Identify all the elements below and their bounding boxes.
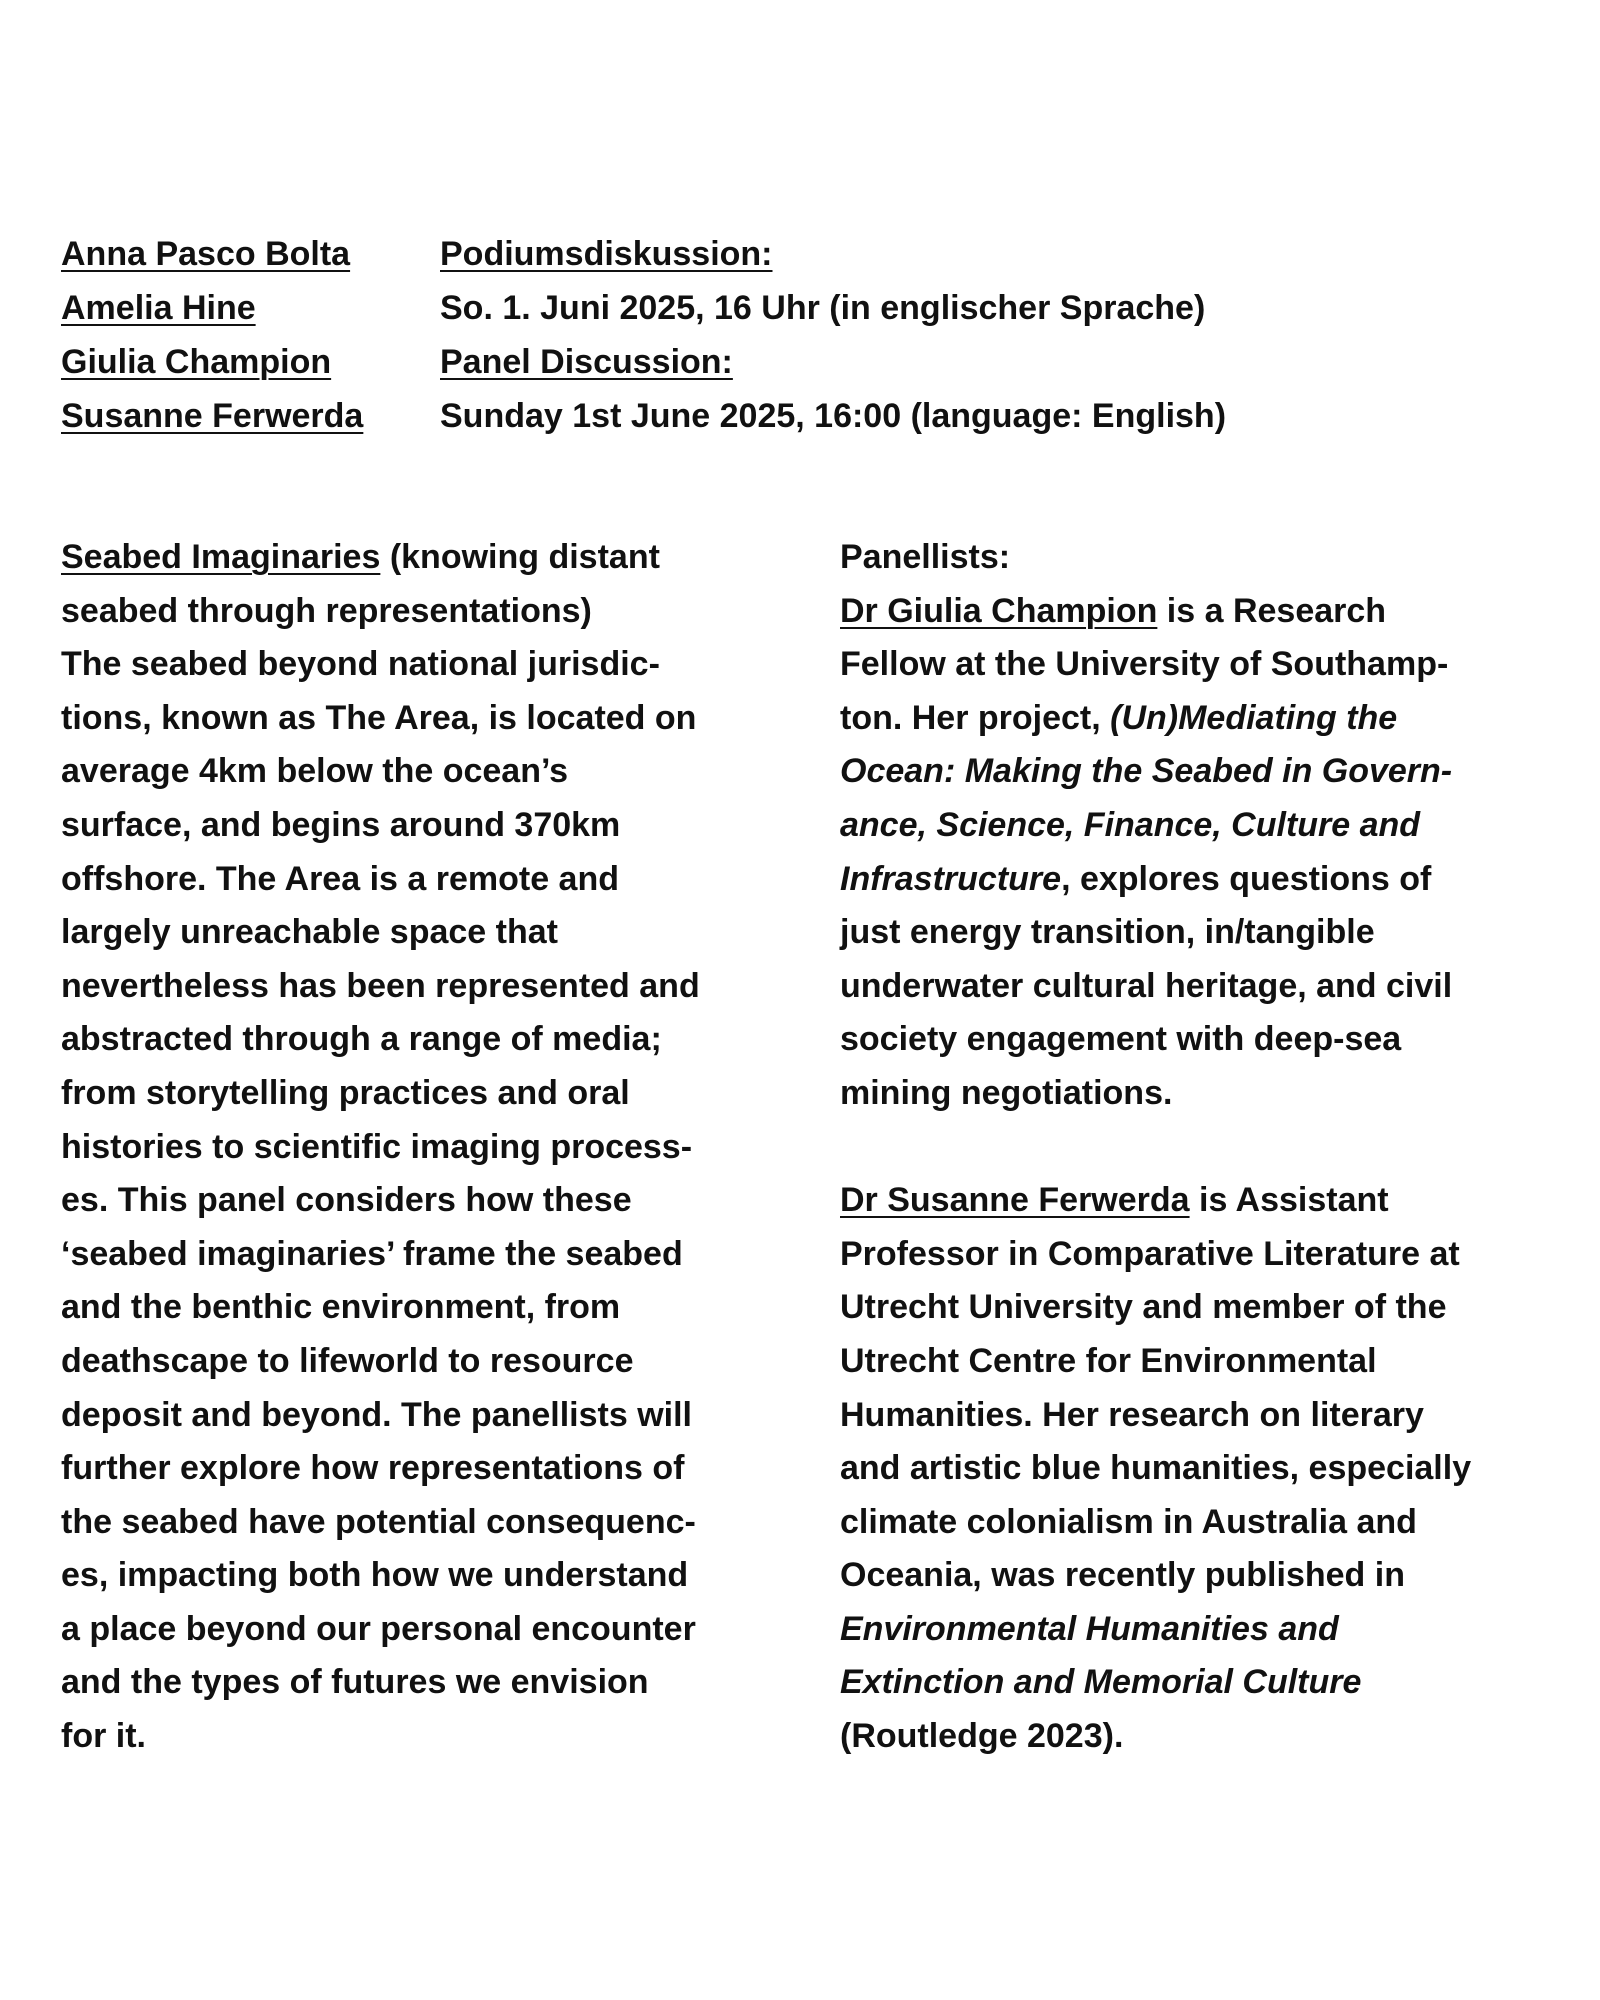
speaker-name: Amelia Hine xyxy=(61,289,256,327)
text-line: offshore. The Area is a remote and xyxy=(61,859,619,898)
panellists-heading: Panellists: xyxy=(840,538,1011,576)
text-line: further explore how representations of xyxy=(61,1449,685,1488)
book-title: Environmental Humanities and xyxy=(840,1609,1339,1648)
text-line: deposit and beyond. The panellists will xyxy=(61,1395,692,1434)
text-line: seabed through representations) xyxy=(61,591,592,630)
text-line: Oceania, was recently published in xyxy=(840,1556,1405,1595)
text-line: histories to scientific imaging process- xyxy=(61,1127,693,1166)
speaker-names xyxy=(61,227,363,443)
text-line: Utrecht University and member of the xyxy=(840,1288,1447,1327)
text-line: just energy transition, in/tangible xyxy=(840,913,1375,952)
project-title: Ocean: Making the Seabed in Govern- xyxy=(840,752,1453,791)
text-line: (Routledge 2023). xyxy=(840,1717,1124,1756)
panellist-name-ferwerda: Dr Susanne Ferwerda xyxy=(840,1181,1190,1220)
text-line: and the benthic environment, from xyxy=(61,1288,621,1327)
text-line: ‘seabed imaginaries’ frame the seabed xyxy=(61,1234,683,1273)
text-line: surface, and begins around 370km xyxy=(61,805,621,844)
speaker-name: Giulia Champion xyxy=(61,343,332,381)
schedule-date-en: Sunday 1st June 2025, 16:00 (language: English) xyxy=(440,397,1227,435)
text-line: underwater cultural heritage, and civil xyxy=(840,966,1453,1005)
text-line: es, impacting both how we understand xyxy=(61,1556,689,1595)
text-line: Professor in Comparative Literature at xyxy=(840,1234,1460,1273)
text-line: nevertheless has been represented and xyxy=(61,966,700,1005)
description-column: Seabed Imaginaries (knowing distant seabed through representations) The seabed beyond national jurisdic- tions, known as The Area, is located on average 4km below the ocean’s surface, and begins around 370km offshore. The Area is a remote and largely unreachable space that nevertheless has been represented and abstracted through a range of media; from storytelling practices and oral histories to scientific imaging process- es. This panel considers how these ‘seabed imaginaries’ frame the seabed and the benthic environment, from deathscape to lifeworld to resource deposit and beyond. The panellists will further explore how representations of the seabed have potential consequenc- es, impacting both how we understand a place beyond our personal encounter and the types of futures we envision for it. xyxy=(61,531,791,1764)
panellist-name-champion: Dr Giulia Champion xyxy=(840,591,1158,630)
schedule-label-de: Podiumsdiskussion: xyxy=(440,235,773,273)
paragraph-gap xyxy=(840,1121,1580,1175)
event-schedule xyxy=(440,227,1226,443)
panellists-column: Panellists: Dr Giulia Champion is a Research Fellow at the University of Southamp- ton. Her project, (Un)Mediating the Ocean: Making the Seabed in Govern- ance, Science, Finance, Culture and Infrastructure, explores questions of just energy transition, in/tangible underwater cultural heritage, and civil society engagement with deep-sea mining negotiations. Dr Susanne Ferwerda is Assistant Professor in Comparative Literature at Utrecht University and member of the Utrecht Centre for Environmental Humanities. Her research on literary and artistic blue humanities, especially climate colonialism in Australia and Oceania, was recently published in Environmental Humanities and Extinction and Memorial Culture (Routledge 2023). xyxy=(840,531,1580,1764)
project-title: Infrastructure xyxy=(840,859,1062,898)
text-line: mining negotiations. xyxy=(840,1073,1173,1112)
text-line: The seabed beyond national jurisdic- xyxy=(61,645,660,684)
project-title: (Un)Mediating the xyxy=(1110,698,1398,737)
panel-title: Seabed Imaginaries xyxy=(61,538,381,576)
text-line: Utrecht Centre for Environmental xyxy=(840,1341,1377,1380)
text-line: Humanities. Her research on literary xyxy=(840,1395,1424,1434)
project-title: ance, Science, Finance, Culture and xyxy=(840,805,1421,844)
text-line: and artistic blue humanities, especially xyxy=(840,1449,1472,1488)
text-line: largely unreachable space that xyxy=(61,913,558,952)
speaker-name: Anna Pasco Bolta xyxy=(61,235,351,273)
text-line: deathscape to lifeworld to resource xyxy=(61,1341,634,1380)
text-line: abstracted through a range of media; xyxy=(61,1020,662,1059)
book-title: Extinction and Memorial Culture xyxy=(840,1663,1362,1702)
text-line: society engagement with deep-sea xyxy=(840,1020,1402,1059)
text-line: climate colonialism in Australia and xyxy=(840,1502,1417,1541)
text-line: tions, known as The Area, is located on xyxy=(61,698,697,737)
text-line: and the types of futures we envision xyxy=(61,1663,649,1702)
speaker-name: Susanne Ferwerda xyxy=(61,397,364,435)
text-line: from storytelling practices and oral xyxy=(61,1073,630,1112)
text-line: es. This panel considers how these xyxy=(61,1181,632,1220)
text-line: the seabed have potential consequenc- xyxy=(61,1502,696,1541)
text-line: average 4km below the ocean’s xyxy=(61,752,569,791)
text-line: for it. xyxy=(61,1717,146,1756)
schedule-date-de: So. 1. Juni 2025, 16 Uhr (in englischer Sprache) xyxy=(440,289,1206,327)
text-line: Fellow at the University of Southamp- xyxy=(840,645,1449,684)
schedule-label-en: Panel Discussion: xyxy=(440,343,733,381)
text-line: a place beyond our personal encounter xyxy=(61,1609,696,1648)
